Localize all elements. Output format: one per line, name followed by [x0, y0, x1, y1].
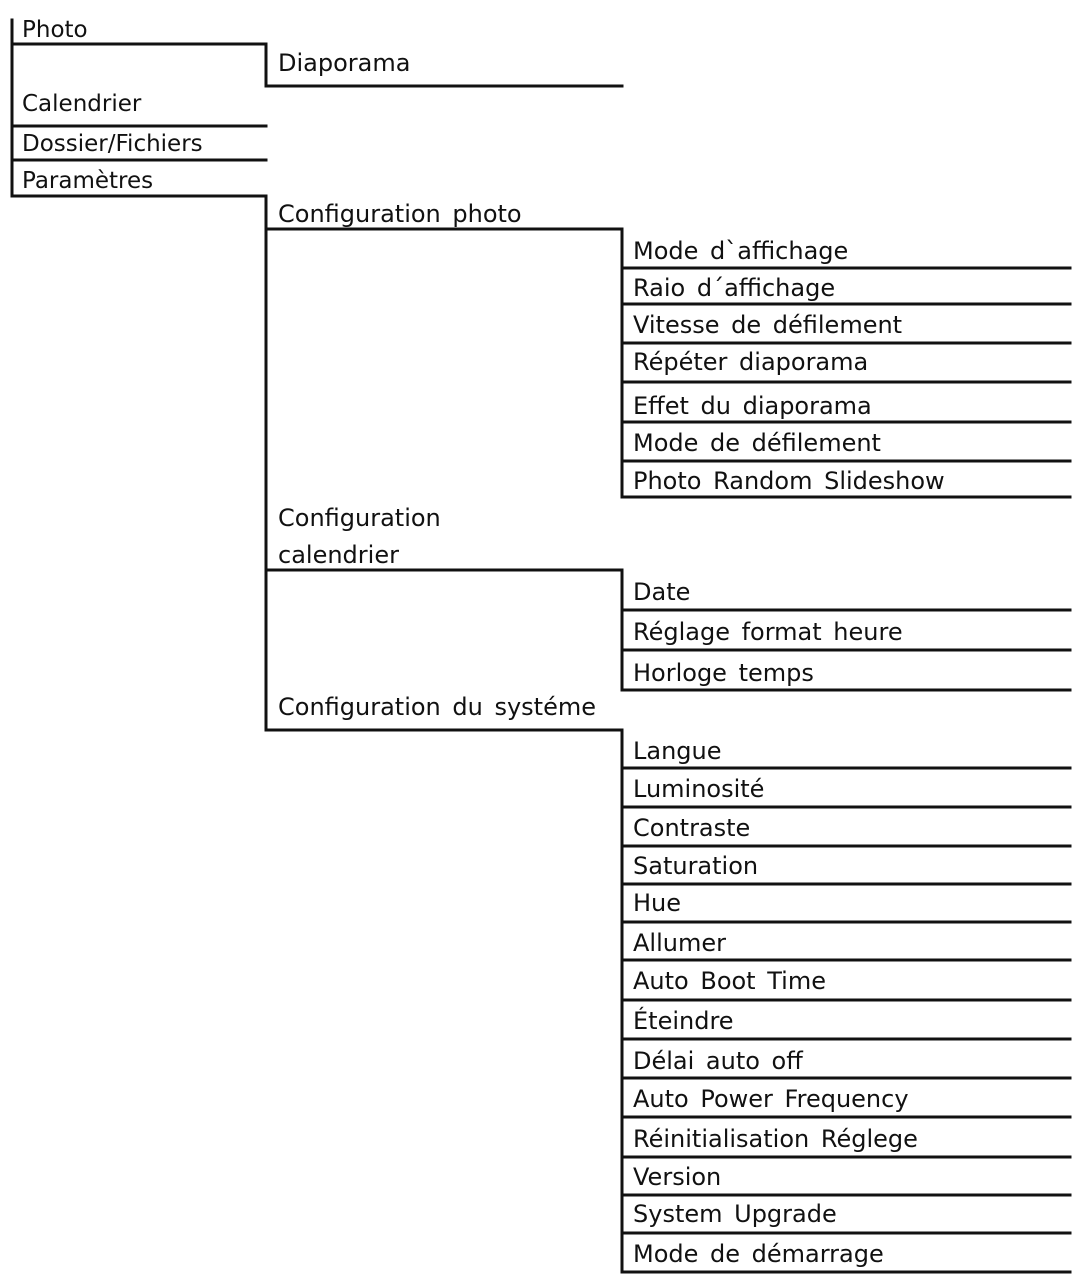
menu-dossier-fichiers: Dossier/Fichiers [22, 131, 203, 157]
system-setting-item: Langue [633, 737, 722, 765]
menu-calendrier: Calendrier [22, 91, 142, 117]
photo-setting-item: Mode d`affichage [633, 237, 849, 265]
photo-setting-item: Répéter diaporama [633, 348, 869, 376]
menu-parametres: Paramètres [22, 168, 154, 194]
system-setting-item: Saturation [633, 852, 759, 880]
system-setting-item: Délai auto off [633, 1047, 803, 1075]
config-calendrier-title-line2: calendrier [278, 541, 399, 569]
system-setting-item: Réinitialisation Réglege [633, 1125, 918, 1153]
photo-setting-item: Raio d´affichage [633, 274, 836, 302]
calendar-setting-item: Horloge temps [633, 659, 814, 687]
system-setting-item: Auto Power Frequency [633, 1085, 909, 1113]
photo-setting-item: Photo Random Slideshow [633, 467, 945, 495]
photo-setting-item: Mode de défilement [633, 429, 881, 457]
system-setting-item: Allumer [633, 929, 726, 957]
config-calendrier-title-line1: Configuration [278, 504, 441, 532]
system-setting-item: Mode de démarrage [633, 1240, 884, 1268]
calendar-setting-item: Date [633, 578, 691, 606]
system-setting-item: Éteindre [633, 1007, 734, 1035]
config-photo-title: Configuration photo [278, 200, 522, 228]
system-setting-item: Auto Boot Time [633, 967, 826, 995]
calendar-setting-item: Réglage format heure [633, 618, 903, 646]
system-setting-item: System Upgrade [633, 1200, 837, 1228]
photo-setting-item: Effet du diaporama [633, 392, 872, 420]
system-setting-item: Contraste [633, 814, 751, 842]
config-systeme-title: Configuration du systéme [278, 693, 596, 721]
system-setting-item: Luminosité [633, 775, 765, 803]
system-setting-item: Hue [633, 889, 682, 917]
photo-setting-item: Vitesse de défilement [633, 311, 903, 339]
menu-diaporama: Diaporama [278, 49, 411, 77]
menu-photo: Photo [22, 17, 88, 43]
system-setting-item: Version [633, 1163, 722, 1191]
